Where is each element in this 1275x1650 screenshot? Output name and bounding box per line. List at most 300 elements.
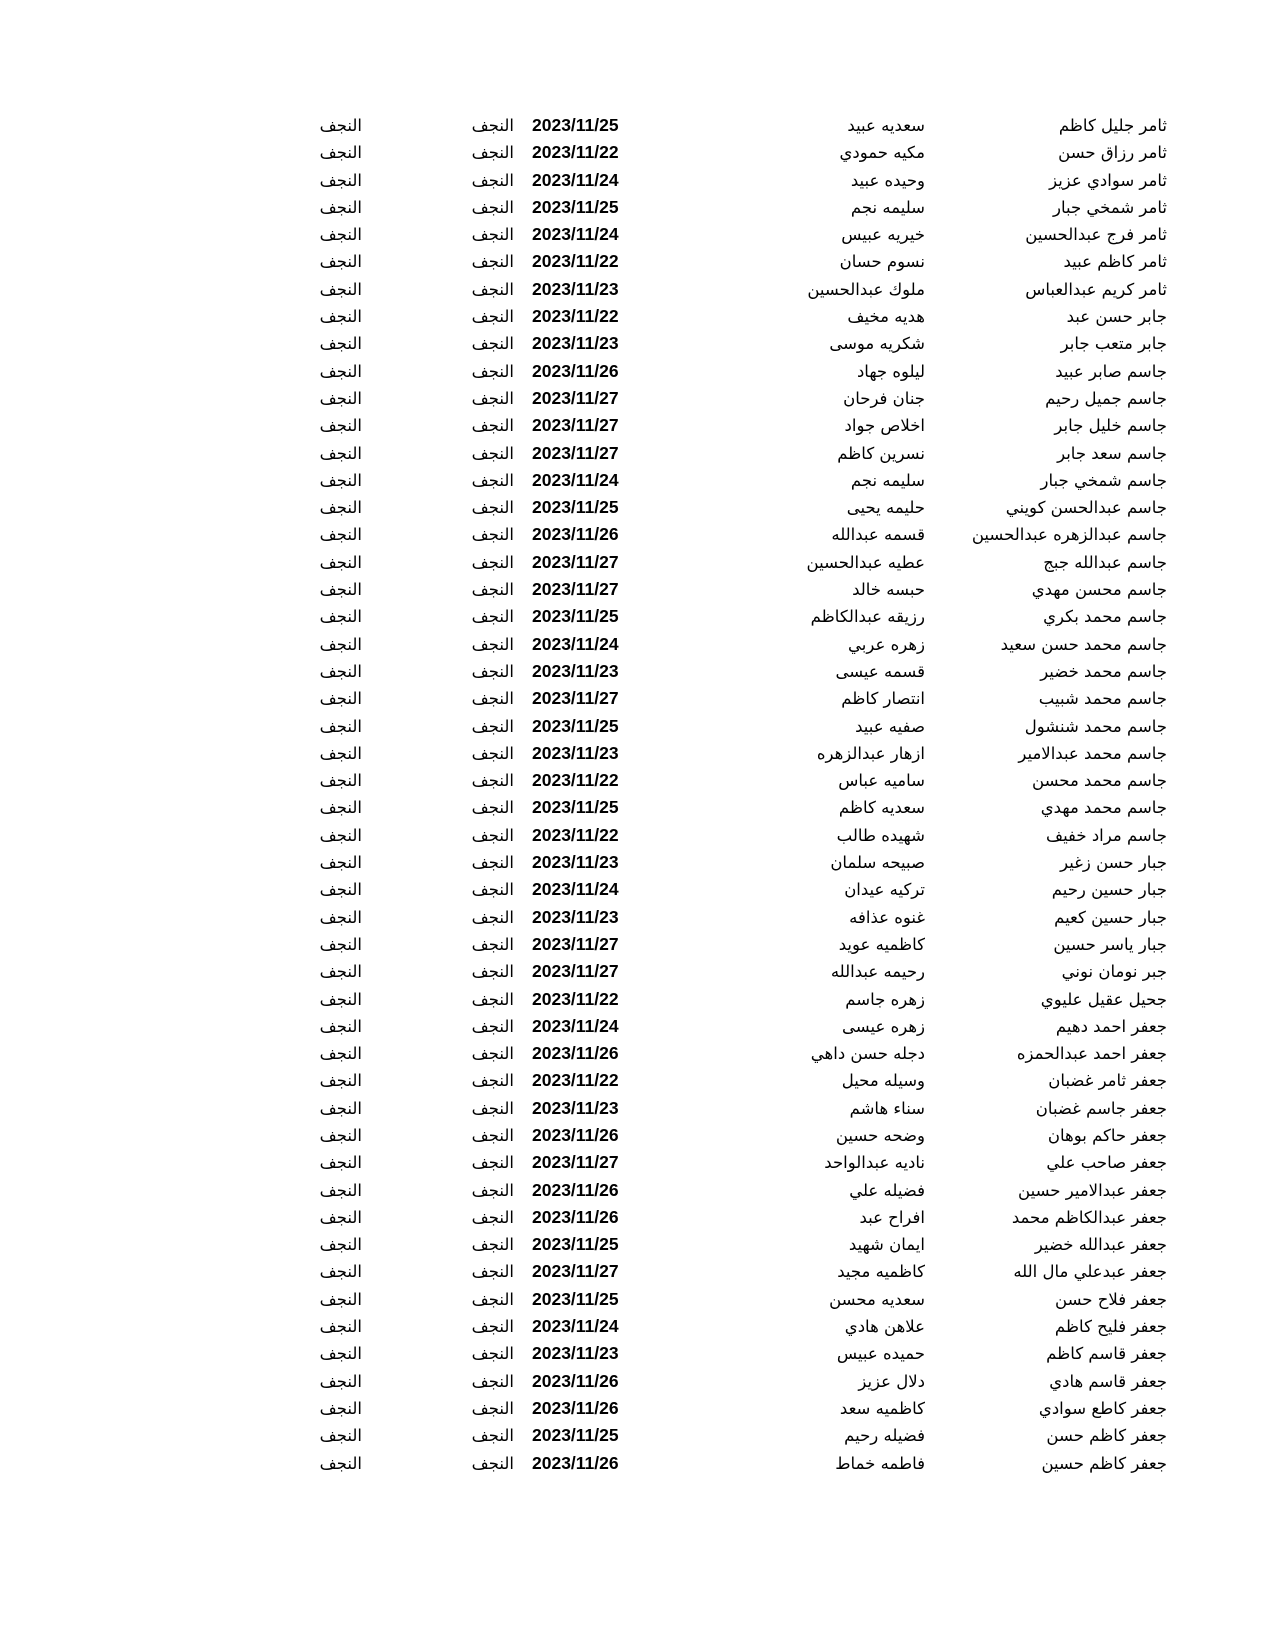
province-cell: النجف (319, 361, 362, 381)
person-name-cell: جاسم محمد مهدي (1040, 798, 1167, 818)
date-cell: 2023/11/25 (532, 606, 619, 627)
person-name-cell: جعفر احمد عبدالحمزه (1016, 1044, 1167, 1064)
province-cell: النجف (319, 743, 362, 763)
date-cell: 2023/11/23 (532, 1343, 619, 1364)
governorate-cell: النجف (471, 252, 514, 272)
date-cell: 2023/11/25 (532, 715, 619, 736)
table-row (0, 658, 1275, 685)
date-cell: 2023/11/25 (532, 1288, 619, 1309)
table-row (0, 1013, 1275, 1040)
date-cell: 2023/11/26 (532, 1206, 619, 1227)
governorate-cell: النجف (471, 853, 514, 873)
date-cell: 2023/11/23 (532, 278, 619, 299)
date-cell: 2023/11/23 (532, 1097, 619, 1118)
table-row (0, 139, 1275, 166)
date-cell: 2023/11/22 (532, 1070, 619, 1091)
province-cell: النجف (319, 1207, 362, 1227)
mother-name-cell: اخلاص جواد (844, 416, 925, 436)
governorate-cell: النجف (471, 1180, 514, 1200)
mother-name-cell: شكريه موسى (829, 334, 925, 354)
date-cell: 2023/11/27 (532, 415, 619, 436)
mother-name-cell: سعديه عبيد (847, 116, 925, 135)
date-cell: 2023/11/25 (532, 115, 619, 135)
date-cell: 2023/11/23 (532, 660, 619, 681)
governorate-cell: النجف (471, 1398, 514, 1418)
province-cell: النجف (319, 197, 362, 217)
person-name-cell: جاسم محسن مهدي (1031, 580, 1167, 600)
table-row (0, 1177, 1275, 1204)
mother-name-cell: سليمه نجم (850, 470, 925, 490)
mother-name-cell: عطيه عبدالحسين (806, 552, 925, 572)
table-row (0, 740, 1275, 767)
table-row (0, 194, 1275, 221)
governorate-cell: النجف (471, 989, 514, 1009)
person-name-cell: جاسم جميل رحيم (1045, 388, 1167, 408)
mother-name-cell: رحيمه عبدالله (830, 962, 925, 982)
province-cell: النجف (319, 1317, 362, 1337)
mother-name-cell: حبسه خالد (852, 580, 925, 600)
person-name-cell: ثامر سوادي عزيز (1049, 170, 1167, 190)
person-name-cell: جعفر قاسم هادي (1049, 1371, 1167, 1391)
person-name-cell: جعفر قاسم كاظم (1046, 1344, 1167, 1364)
province-cell: النجف (319, 116, 362, 135)
mother-name-cell: ازهار عبدالزهره (816, 743, 925, 763)
mother-name-cell: زهره جاسم (845, 989, 925, 1009)
person-name-cell: جاسم شمخي جبار (1040, 470, 1167, 490)
table-row (0, 631, 1275, 658)
mother-name-cell: ساميه عباس (838, 771, 925, 791)
governorate-cell: النجف (471, 1371, 514, 1391)
mother-name-cell: تركيه عيدان (844, 880, 925, 900)
table-row (0, 1422, 1275, 1449)
date-cell: 2023/11/25 (532, 1234, 619, 1255)
province-cell: النجف (319, 1262, 362, 1282)
governorate-cell: النجف (471, 661, 514, 681)
province-cell: النجف (319, 1453, 362, 1473)
table-row (0, 303, 1275, 330)
governorate-cell: النجف (471, 416, 514, 436)
mother-name-cell: قسمه عبدالله (831, 525, 925, 545)
province-cell: النجف (319, 525, 362, 545)
person-name-cell: جعفر كاطع سوادي (1038, 1398, 1167, 1418)
governorate-cell: النجف (471, 1098, 514, 1118)
person-name-cell: جحيل عقيل عليوي (1040, 989, 1167, 1009)
date-cell: 2023/11/27 (532, 579, 619, 600)
mother-name-cell: مكيه حمودي (839, 143, 925, 163)
province-cell: النجف (319, 552, 362, 572)
person-name-cell: جعفر جاسم غضبان (1035, 1098, 1167, 1118)
table-row (0, 958, 1275, 985)
date-cell: 2023/11/22 (532, 306, 619, 327)
governorate-cell: النجف (471, 825, 514, 845)
province-cell: النجف (319, 634, 362, 654)
governorate-cell: النجف (471, 743, 514, 763)
person-name-cell: جعفر عبدعلي مال الله (1013, 1262, 1167, 1282)
person-name-cell: جاسم مراد خفيف (1045, 825, 1167, 845)
mother-name-cell: نسرين كاظم (837, 443, 925, 463)
date-cell: 2023/11/23 (532, 333, 619, 354)
date-cell: 2023/11/27 (532, 551, 619, 572)
person-name-cell: ثامر جليل كاظم (1058, 116, 1167, 135)
table-row (0, 221, 1275, 248)
date-cell: 2023/11/24 (532, 169, 619, 190)
date-cell: 2023/11/22 (532, 988, 619, 1009)
mother-name-cell: فضيله رحيم (844, 1426, 925, 1446)
table-row (0, 467, 1275, 494)
governorate-cell: النجف (471, 907, 514, 927)
province-cell: النجف (319, 1344, 362, 1364)
date-cell: 2023/11/27 (532, 933, 619, 954)
governorate-cell: النجف (471, 525, 514, 545)
person-name-cell: ثامر كاظم عبيد (1063, 252, 1167, 272)
person-name-cell: ثامر كريم عبدالعباس (1025, 279, 1167, 299)
province-cell: النجف (319, 825, 362, 845)
province-cell: النجف (319, 1016, 362, 1036)
date-cell: 2023/11/27 (532, 961, 619, 982)
mother-name-cell: هديه مخيف (847, 307, 925, 327)
province-cell: النجف (319, 1125, 362, 1145)
governorate-cell: النجف (471, 1235, 514, 1255)
mother-name-cell: جنان فرحان (843, 388, 925, 408)
date-cell: 2023/11/24 (532, 224, 619, 245)
governorate-cell: النجف (471, 1289, 514, 1309)
date-cell: 2023/11/25 (532, 196, 619, 217)
date-cell: 2023/11/26 (532, 1452, 619, 1473)
table-row (0, 494, 1275, 521)
mother-name-cell: سناء هاشم (849, 1098, 925, 1118)
date-cell: 2023/11/26 (532, 1043, 619, 1064)
table-row (0, 549, 1275, 576)
table-row (0, 1231, 1275, 1258)
province-cell: النجف (319, 443, 362, 463)
province-cell: النجف (319, 853, 362, 873)
province-cell: النجف (319, 1398, 362, 1418)
mother-name-cell: وحيده عبيد (850, 170, 925, 190)
governorate-cell: النجف (471, 1153, 514, 1173)
province-cell: النجف (319, 1044, 362, 1064)
table-row (0, 931, 1275, 958)
person-name-cell: جعفر عبدالكاظم محمد (1011, 1207, 1167, 1227)
date-cell: 2023/11/27 (532, 442, 619, 463)
province-cell: النجف (319, 334, 362, 354)
province-cell: النجف (319, 252, 362, 272)
table-row (0, 822, 1275, 849)
mother-name-cell: صفيه عبيد (855, 716, 925, 736)
date-cell: 2023/11/26 (532, 524, 619, 545)
mother-name-cell: حميده عبيس (836, 1344, 925, 1364)
date-cell: 2023/11/27 (532, 688, 619, 709)
person-name-cell: جبار ياسر حسين (1053, 934, 1167, 954)
table-row (0, 1149, 1275, 1176)
date-cell: 2023/11/26 (532, 1370, 619, 1391)
governorate-cell: النجف (471, 771, 514, 791)
table-row (0, 440, 1275, 467)
governorate-cell: النجف (471, 962, 514, 982)
date-cell: 2023/11/22 (532, 824, 619, 845)
date-cell: 2023/11/22 (532, 142, 619, 163)
mother-name-cell: سليمه نجم (850, 197, 925, 217)
province-cell: النجف (319, 388, 362, 408)
governorate-cell: النجف (471, 1453, 514, 1473)
mother-name-cell: غنوه عذافه (849, 907, 925, 927)
table-row (0, 713, 1275, 740)
governorate-cell: النجف (471, 634, 514, 654)
person-name-cell: جاسم محمد خضير (1040, 661, 1167, 681)
governorate-cell: النجف (471, 361, 514, 381)
table-row (0, 248, 1275, 275)
province-cell: النجف (319, 771, 362, 791)
governorate-cell: النجف (471, 388, 514, 408)
date-cell: 2023/11/23 (532, 742, 619, 763)
person-name-cell: جعفر عبدالامير حسين (1018, 1180, 1167, 1200)
mother-name-cell: قسمه عيسى (835, 661, 925, 681)
date-cell: 2023/11/26 (532, 360, 619, 381)
table-row (0, 521, 1275, 548)
governorate-cell: النجف (471, 443, 514, 463)
date-cell: 2023/11/24 (532, 633, 619, 654)
mother-name-cell: خيريه عبيس (841, 225, 925, 245)
table-row (0, 767, 1275, 794)
mother-name-cell: دلال عزيز (858, 1371, 925, 1391)
mother-name-cell: وسيله محيل (841, 1071, 925, 1091)
mother-name-cell: افراح عبد (859, 1207, 925, 1227)
person-name-cell: جابر متعب جابر (1060, 334, 1167, 354)
governorate-cell: النجف (471, 307, 514, 327)
province-cell: النجف (319, 661, 362, 681)
date-cell: 2023/11/23 (532, 852, 619, 873)
date-cell: 2023/11/24 (532, 1015, 619, 1036)
date-cell: 2023/11/22 (532, 770, 619, 791)
table-row (0, 1368, 1275, 1395)
governorate-cell: النجف (471, 689, 514, 709)
person-name-cell: جعفر فلاح حسن (1055, 1289, 1167, 1309)
table-row (0, 167, 1275, 194)
governorate-cell: النجف (471, 798, 514, 818)
mother-name-cell: وضحه حسين (835, 1125, 925, 1145)
date-cell: 2023/11/27 (532, 1152, 619, 1173)
table-row (0, 794, 1275, 821)
date-cell: 2023/11/22 (532, 251, 619, 272)
table-row (0, 1204, 1275, 1231)
table-row (0, 1286, 1275, 1313)
province-cell: النجف (319, 1071, 362, 1091)
table-row (0, 112, 1275, 139)
governorate-cell: النجف (471, 716, 514, 736)
person-name-cell: جبار حسين رحيم (1051, 880, 1167, 900)
table-row (0, 1340, 1275, 1367)
date-cell: 2023/11/24 (532, 879, 619, 900)
records-table (0, 112, 1275, 1477)
province-cell: النجف (319, 279, 362, 299)
person-name-cell: جاسم عبدالحسن كويني (1005, 498, 1167, 518)
date-cell: 2023/11/27 (532, 1261, 619, 1282)
governorate-cell: النجف (471, 1426, 514, 1446)
governorate-cell: النجف (471, 170, 514, 190)
person-name-cell: جعفر ثامر غضبان (1048, 1071, 1167, 1091)
governorate-cell: النجف (471, 1344, 514, 1364)
mother-name-cell: كاظميه مجيد (837, 1262, 925, 1282)
governorate-cell: النجف (471, 1317, 514, 1337)
table-row (0, 412, 1275, 439)
table-row (0, 1067, 1275, 1094)
person-name-cell: ثامر شمخي جبار (1053, 197, 1167, 217)
table-row (0, 276, 1275, 303)
mother-name-cell: فاطمه خماط (835, 1453, 925, 1473)
province-cell: النجف (319, 1289, 362, 1309)
governorate-cell: النجف (471, 197, 514, 217)
person-name-cell: ثامر رزاق حسن (1058, 143, 1167, 163)
province-cell: النجف (319, 1426, 362, 1446)
governorate-cell: النجف (471, 1071, 514, 1091)
governorate-cell: النجف (471, 116, 514, 135)
table-row (0, 576, 1275, 603)
governorate-cell: النجف (471, 1044, 514, 1064)
table-row (0, 1040, 1275, 1067)
date-cell: 2023/11/25 (532, 497, 619, 518)
mother-name-cell: علاهن هادي (844, 1317, 925, 1337)
table-row (0, 385, 1275, 412)
person-name-cell: جعفر صاحب علي (1046, 1153, 1167, 1173)
province-cell: النجف (319, 880, 362, 900)
person-name-cell: جاسم عبدالله جبج (1043, 552, 1167, 572)
mother-name-cell: ناديه عبدالواحد (824, 1153, 925, 1173)
mother-name-cell: رزيقه عبدالكاظم (810, 607, 925, 627)
date-cell: 2023/11/26 (532, 1124, 619, 1145)
province-cell: النجف (319, 689, 362, 709)
governorate-cell: النجف (471, 1016, 514, 1036)
person-name-cell: جاسم خليل جابر (1054, 416, 1167, 436)
governorate-cell: النجف (471, 334, 514, 354)
mother-name-cell: دجله حسن داهي (810, 1044, 925, 1064)
person-name-cell: جاسم محمد شنشول (1024, 716, 1167, 736)
mother-name-cell: ملوك عبدالحسين (807, 279, 925, 299)
person-name-cell: جعفر كاظم حسين (1041, 1453, 1167, 1473)
person-name-cell: جبار حسن زغير (1060, 853, 1167, 873)
person-name-cell: جاسم محمد شبيب (1038, 689, 1167, 709)
province-cell: النجف (319, 1371, 362, 1391)
governorate-cell: النجف (471, 498, 514, 518)
province-cell: النجف (319, 607, 362, 627)
province-cell: النجف (319, 170, 362, 190)
date-cell: 2023/11/25 (532, 1425, 619, 1446)
province-cell: النجف (319, 470, 362, 490)
table-row (0, 1122, 1275, 1149)
province-cell: النجف (319, 498, 362, 518)
mother-name-cell: صبيحه سلمان (830, 853, 925, 873)
mother-name-cell: ايمان شهيد (848, 1235, 925, 1255)
date-cell: 2023/11/24 (532, 1316, 619, 1337)
governorate-cell: النجف (471, 1125, 514, 1145)
table-row (0, 1258, 1275, 1285)
person-name-cell: جابر حسن عبد (1066, 307, 1167, 327)
person-name-cell: جاسم عبدالزهره عبدالحسين (971, 525, 1167, 545)
table-row (0, 849, 1275, 876)
mother-name-cell: سعديه كاظم (838, 798, 925, 818)
table-row (0, 904, 1275, 931)
table-row (0, 986, 1275, 1013)
province-cell: النجف (319, 716, 362, 736)
mother-name-cell: ليلوه جهاد (856, 361, 925, 381)
province-cell: النجف (319, 580, 362, 600)
province-cell: النجف (319, 1235, 362, 1255)
table-row (0, 876, 1275, 903)
date-cell: 2023/11/26 (532, 1179, 619, 1200)
province-cell: النجف (319, 416, 362, 436)
mother-name-cell: فضيله علي (849, 1180, 925, 1200)
province-cell: النجف (319, 1153, 362, 1173)
mother-name-cell: كاظميه عويد (838, 934, 925, 954)
mother-name-cell: زهره عيسى (842, 1016, 925, 1036)
person-name-cell: جعفر كاظم حسن (1046, 1426, 1167, 1446)
mother-name-cell: نسوم حسان (839, 252, 925, 272)
person-name-cell: جاسم محمد عبدالامير (1018, 743, 1167, 763)
person-name-cell: جاسم محمد محسن (1032, 771, 1167, 791)
province-cell: النجف (319, 225, 362, 245)
person-name-cell: جاسم محمد بكري (1043, 607, 1167, 627)
governorate-cell: النجف (471, 934, 514, 954)
province-cell: النجف (319, 934, 362, 954)
table-row (0, 603, 1275, 630)
governorate-cell: النجف (471, 225, 514, 245)
date-cell: 2023/11/24 (532, 469, 619, 490)
person-name-cell: ثامر فرج عبدالحسين (1025, 225, 1167, 245)
table-row (0, 1395, 1275, 1422)
date-cell: 2023/11/23 (532, 906, 619, 927)
person-name-cell: جبر نومان نوني (1061, 962, 1167, 982)
mother-name-cell: انتصار كاظم (841, 689, 925, 709)
governorate-cell: النجف (471, 880, 514, 900)
province-cell: النجف (319, 1098, 362, 1118)
table-row (0, 1313, 1275, 1340)
governorate-cell: النجف (471, 552, 514, 572)
table-row (0, 685, 1275, 712)
mother-name-cell: شهيده طالب (836, 825, 925, 845)
date-cell: 2023/11/27 (532, 387, 619, 408)
mother-name-cell: كاظميه سعد (839, 1398, 925, 1418)
date-cell: 2023/11/26 (532, 1397, 619, 1418)
mother-name-cell: حليمه يحيى (846, 498, 925, 518)
province-cell: النجف (319, 907, 362, 927)
table-row (0, 1450, 1275, 1477)
table-row (0, 358, 1275, 385)
province-cell: النجف (319, 143, 362, 163)
person-name-cell: جاسم صابر عبيد (1055, 361, 1167, 381)
person-name-cell: جاسم محمد حسن سعيد (1000, 634, 1167, 654)
governorate-cell: النجف (471, 470, 514, 490)
person-name-cell: جبار حسين كعيم (1054, 907, 1167, 927)
table-row (0, 330, 1275, 357)
province-cell: النجف (319, 962, 362, 982)
person-name-cell: جعفر عبدالله خضير (1034, 1235, 1167, 1255)
governorate-cell: النجف (471, 1207, 514, 1227)
province-cell: النجف (319, 1180, 362, 1200)
person-name-cell: جاسم سعد جابر (1057, 443, 1167, 463)
person-name-cell: جعفر فليح كاظم (1054, 1317, 1167, 1337)
mother-name-cell: زهره عربي (848, 634, 925, 654)
province-cell: النجف (319, 307, 362, 327)
table-row (0, 1095, 1275, 1122)
governorate-cell: النجف (471, 143, 514, 163)
governorate-cell: النجف (471, 279, 514, 299)
province-cell: النجف (319, 798, 362, 818)
governorate-cell: النجف (471, 607, 514, 627)
governorate-cell: النجف (471, 580, 514, 600)
person-name-cell: جعفر احمد دهيم (1055, 1016, 1167, 1036)
person-name-cell: جعفر حاكم بوهان (1047, 1125, 1167, 1145)
governorate-cell: النجف (471, 1262, 514, 1282)
mother-name-cell: سعديه محسن (829, 1289, 925, 1309)
date-cell: 2023/11/25 (532, 797, 619, 818)
